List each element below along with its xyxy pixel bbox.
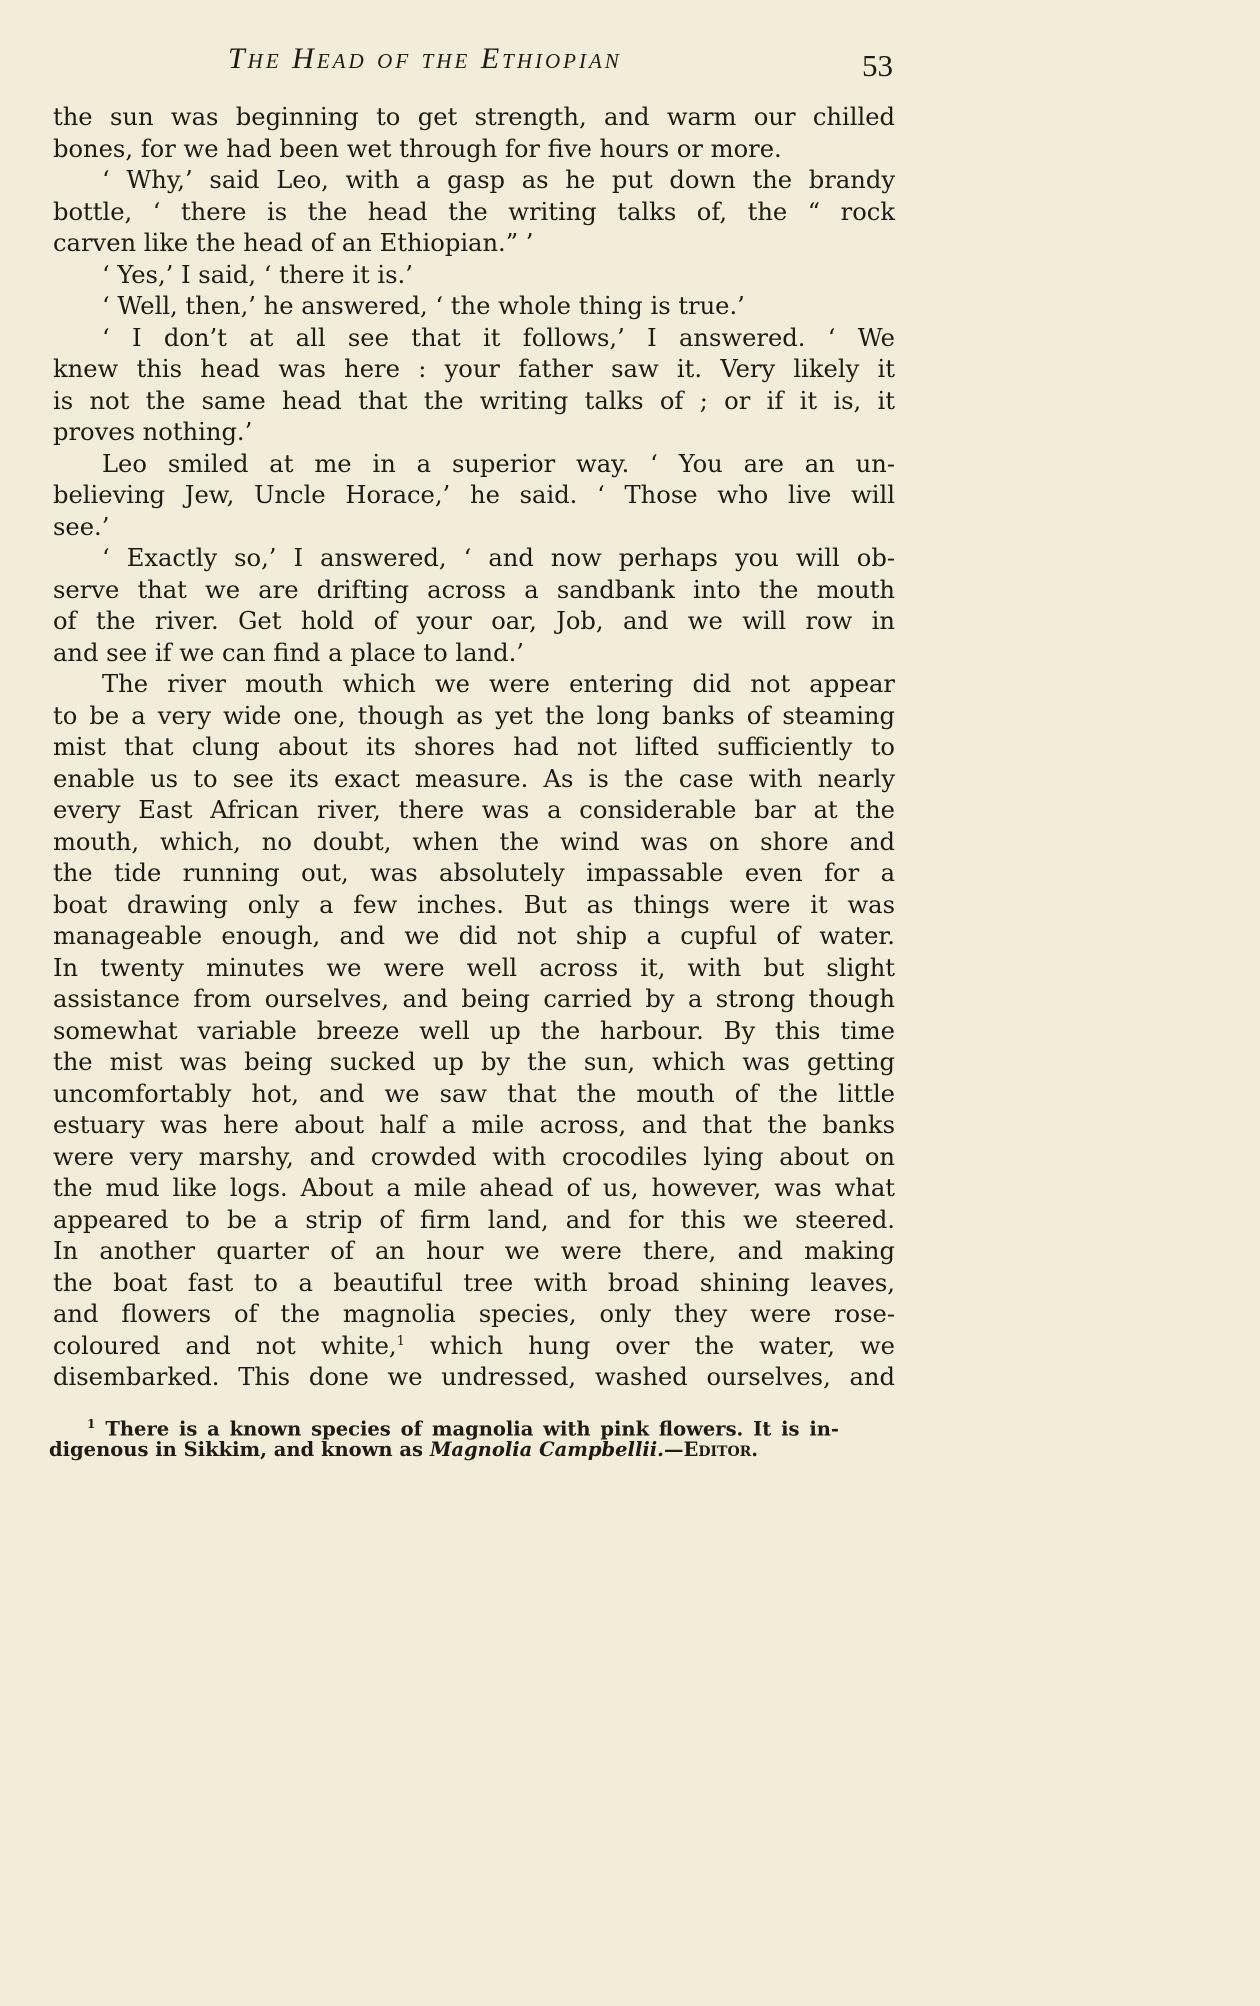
- text-line-content: of the river. Get hold of your oar, Job, and we will row in: [53, 607, 895, 635]
- text-line: [53, 1047, 895, 1079]
- text-line: [53, 953, 895, 985]
- text-line-content: believing Jew, Uncle Horace,’ he said. ‘ Those who live will: [53, 481, 895, 509]
- text-line-content: The river mouth which we were entering did not appear: [102, 670, 895, 698]
- text-line-content: the tide running out, was absolutely impassable even for a: [53, 859, 895, 887]
- text-line-content: carven like the head of an Ethiopian.” ’: [53, 229, 534, 257]
- text-line: [53, 134, 895, 166]
- text-line: [53, 1362, 895, 1394]
- text-line: [53, 921, 895, 953]
- footnote-reference: 1: [396, 1333, 405, 1349]
- text-line: [53, 1110, 895, 1142]
- footnote-species-name: Magnolia Campbellii.: [429, 1438, 664, 1461]
- text-line-content: to be a very wide one, though as yet the long banks of steaming: [53, 701, 895, 730]
- text-line-content: every East African river, there was a considerable bar at the: [53, 796, 895, 824]
- text-line: [53, 606, 895, 638]
- text-line-content: ‘ Exactly so,’ I answered, ‘ and now perhaps you will ob-: [102, 544, 895, 572]
- footnote-marker: 1: [87, 1417, 96, 1431]
- text-line: [53, 732, 895, 764]
- text-line: [53, 197, 895, 229]
- text-line-content: ‘ I don’t at all see that it follows,’ I answered. ‘ We: [102, 323, 895, 352]
- text-line: [53, 1268, 895, 1300]
- text-line-content: appeared to be a strip of firm land, and for this we steered.: [53, 1205, 895, 1234]
- text-line: [53, 1142, 895, 1174]
- text-line-content: somewhat variable breeze well up the harbour. By this time: [53, 1016, 895, 1045]
- text-line-content: disembarked. This done we undressed, washed ourselves, and: [53, 1363, 895, 1391]
- text-line: [53, 417, 895, 449]
- body-text: [53, 102, 895, 1394]
- footnote: [49, 1411, 839, 1463]
- text-line: [53, 764, 895, 796]
- text-line-content: knew this head was here : your father saw it. Very likely it: [53, 355, 895, 383]
- footnote-editor: Editor.: [683, 1438, 759, 1461]
- text-line: [53, 890, 895, 922]
- text-line: [53, 1299, 895, 1331]
- text-line: [53, 795, 895, 827]
- text-line-content: the boat fast to a beautiful tree with broad shining leaves,: [53, 1268, 895, 1297]
- text-line-content: which hung over the water, we: [404, 1331, 895, 1360]
- text-line-content: proves nothing.’: [53, 418, 253, 446]
- running-head: [0, 42, 985, 82]
- text-line: [53, 638, 895, 670]
- running-title: The Head of the Ethiopian: [228, 42, 622, 75]
- text-line: [53, 323, 895, 355]
- text-line: [53, 1016, 895, 1048]
- text-line-content: were very marshy, and crowded with crocodiles lying about on: [53, 1142, 895, 1171]
- text-line: [53, 1079, 895, 1111]
- text-line-content: In another quarter of an hour we were there, and making: [53, 1237, 895, 1265]
- text-line: [53, 858, 895, 890]
- text-line: [53, 1205, 895, 1237]
- footnote-text: digenous in Sikkim, and known as: [49, 1438, 430, 1461]
- text-line-content: ‘ Yes,’ I said, ‘ there it is.’: [102, 260, 413, 289]
- text-line: [53, 543, 895, 575]
- text-line-content: estuary was here about half a mile across, and that the banks: [53, 1111, 895, 1139]
- text-line: [53, 984, 895, 1016]
- text-line-content: and see if we can find a place to land.’: [53, 638, 524, 667]
- text-line: [53, 1236, 895, 1268]
- text-line-content: serve that we are drifting across a sandbank into the mouth: [53, 575, 895, 604]
- text-line: [53, 512, 895, 544]
- text-line: [53, 260, 895, 292]
- text-line-content: ‘ Well, then,’ he answered, ‘ the whole thing is true.’: [102, 292, 745, 320]
- text-line: [53, 701, 895, 733]
- text-line-content: In twenty minutes we were well across it, with but slight: [53, 953, 895, 982]
- text-line-content: bones, for we had been wet through for five hours or more.: [53, 134, 782, 163]
- text-line-content: the sun was beginning to get strength, and warm our chilled: [53, 103, 895, 131]
- footnote-dash: —: [663, 1438, 684, 1461]
- text-line-content: mist that clung about its shores had not lifted sufficiently to: [53, 733, 895, 761]
- text-line: [53, 575, 895, 607]
- page-number: 53: [862, 48, 893, 83]
- text-line: [53, 354, 895, 386]
- text-line-content: the mist was being sucked up by the sun, which was getting: [53, 1048, 895, 1076]
- text-line-content: enable us to see its exact measure. As is the case with nearly: [53, 764, 895, 793]
- text-line-content: is not the same head that the writing talks of ; or if it is, it: [53, 386, 895, 415]
- text-line: [53, 827, 895, 859]
- text-line-content: assistance from ourselves, and being carried by a strong though: [53, 985, 895, 1013]
- text-line-content: Leo smiled at me in a superior way. ‘ You are an un-: [102, 449, 895, 478]
- text-line: [53, 102, 895, 134]
- text-line: [53, 480, 895, 512]
- text-line: [53, 1331, 895, 1363]
- text-line-content: bottle, ‘ there is the head the writing talks of, the “ rock: [53, 197, 895, 226]
- text-line: [53, 1173, 895, 1205]
- text-line: [53, 228, 895, 260]
- text-line: [53, 386, 895, 418]
- text-line-content: boat drawing only a few inches. But as things were it was: [53, 890, 895, 919]
- text-line: [53, 291, 895, 323]
- text-line: [53, 669, 895, 701]
- footnote-line: [49, 1411, 839, 1441]
- text-line-content: the mud like logs. About a mile ahead of us, however, was what: [53, 1174, 895, 1202]
- text-line-content: coloured and not white,: [53, 1331, 397, 1360]
- text-line: [53, 165, 895, 197]
- text-line-content: ‘ Why,’ said Leo, with a gasp as he put down the brandy: [102, 166, 895, 194]
- text-line-content: see.’: [53, 512, 110, 541]
- footnote-line: [49, 1437, 839, 1463]
- text-line-content: uncomfortably hot, and we saw that the mouth of the little: [53, 1079, 895, 1108]
- text-line: [53, 449, 895, 481]
- text-line-content: and flowers of the magnolia species, only they were rose-: [53, 1300, 895, 1328]
- footnote-text: There is a known species of magnolia with pink flowers. It is in-: [105, 1417, 839, 1441]
- text-line-content: manageable enough, and we did not ship a cupful of water.: [53, 922, 895, 950]
- text-line-content: mouth, which, no doubt, when the wind was on shore and: [53, 827, 895, 856]
